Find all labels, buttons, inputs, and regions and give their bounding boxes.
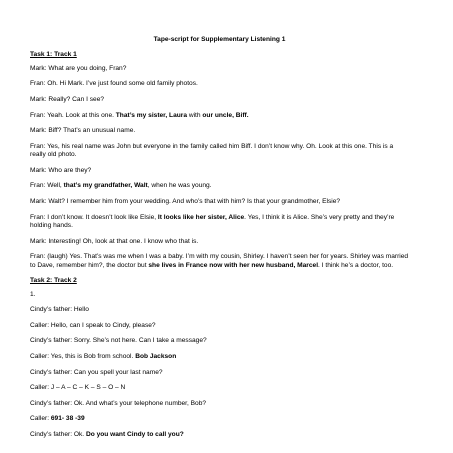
transcript-text: Cindy’s father: Can you spell your last name? [30,368,163,376]
transcript-text: Fran: Well, [30,182,64,190]
transcript-line [30,306,409,314]
transcript-text: Mark: Walt? I remember him from your wedding. And who’s that with him? Is that your grandmother, Elsie? [30,197,341,205]
task2-transcript [30,291,409,440]
bold-answer-text: our uncle, Biff. [202,111,249,119]
bold-answer-text: she lives in France now with her new husband, Marcel [148,261,319,269]
transcript-text: Caller: Yes, this is Bob from school. [30,352,136,360]
bold-answer-text: It looks like her sister, Alice [157,213,245,221]
transcript-line [30,353,409,361]
transcript-text: Mark: What are you doing, Fran? [30,64,127,72]
transcript-text: Mark: Who are they? [30,166,92,174]
transcript-line [30,65,409,73]
transcript-text: Cindy’s father: Ok. And what’s your telephone number, Bob? [30,399,207,407]
transcript-text: 1. [30,290,36,298]
transcript-line [30,415,409,423]
transcript-line [30,384,409,392]
transcript-line [30,127,409,135]
transcript-line [30,291,409,299]
transcript-text: . I think he’s a doctor, too. [318,261,394,269]
bold-answer-text: that’s my grandfather, Walt [63,182,148,190]
bold-answer-text: Bob Jackson [135,352,177,360]
transcript-line [30,400,409,408]
bold-answer-text: Do you want Cindy to call you? [85,430,184,438]
transcript-text: with [187,111,203,119]
transcript-text: Fran: Yes, his real name was John but everyone in the family called him Biff. I don’t know why. Oh. Look at this one. This is a really old photo. [30,142,394,159]
transcript-line [30,369,409,377]
transcript-text: Caller: J – A – C – K – S – O – N [30,384,126,392]
transcript-line [30,238,409,246]
transcript-text: Cindy’s father: Hello [30,306,89,314]
transcript-line [30,143,409,160]
transcript-text: Cindy’s father: Sorry. She’s not here. Can I take a message? [30,337,207,345]
transcript-line [30,96,409,104]
transcript-text: Mark: Biff? That’s an unusual name. [30,127,136,135]
transcript-text: Fran: I don’t know. It doesn’t look like Elsie, [30,213,158,221]
transcript-text: Caller: [30,415,51,423]
transcript-line [30,337,409,345]
transcript-text: . Yes, I think it is Alice. She’s very pretty and they’re holding hands. [30,213,395,229]
transcript-line [30,322,409,330]
task1-heading: Task 1: Track 1 [30,51,77,59]
bold-answer-text: That’s my sister, Laura [115,111,187,119]
transcript-line [30,253,409,270]
transcript-text: Mark: Really? Can I see? [30,96,105,103]
transcript-line [30,198,409,206]
transcript-text: , when he was young. [147,182,212,190]
transcript-text: Mark: Interesting! Oh, look at that one. I know who that is. [30,237,199,245]
document-title: Tape-script for Supplementary Listening 1 [153,36,286,43]
bold-answer-text: 691- 38 -39 [50,415,85,423]
transcript-line [30,214,409,231]
transcript-text: Fran: Oh. Hi Mark. I’ve just found some old family photos. [30,80,198,88]
transcript-text: Caller: Hello, can I speak to Cindy, please? [30,321,156,329]
transcript-line [30,112,409,120]
transcript-line [30,167,409,175]
transcript-text: Cindy’s father: Ok. [30,430,86,438]
task1-transcript [30,65,409,270]
transcript-text: Fran: Yeah. Look at this one. [30,111,116,119]
transcript-text: Fran: (laugh) Yes. That’s was me when I was a baby. I’m with my cousin, Shirley. I haven’t seen her for years. Shirley was married to Dave, remember him?, the doctor but [30,253,409,269]
transcript-line [30,80,409,88]
transcript-line [30,182,409,190]
task2-heading: Task 2: Track 2 [30,277,77,285]
transcript-line [30,431,409,439]
